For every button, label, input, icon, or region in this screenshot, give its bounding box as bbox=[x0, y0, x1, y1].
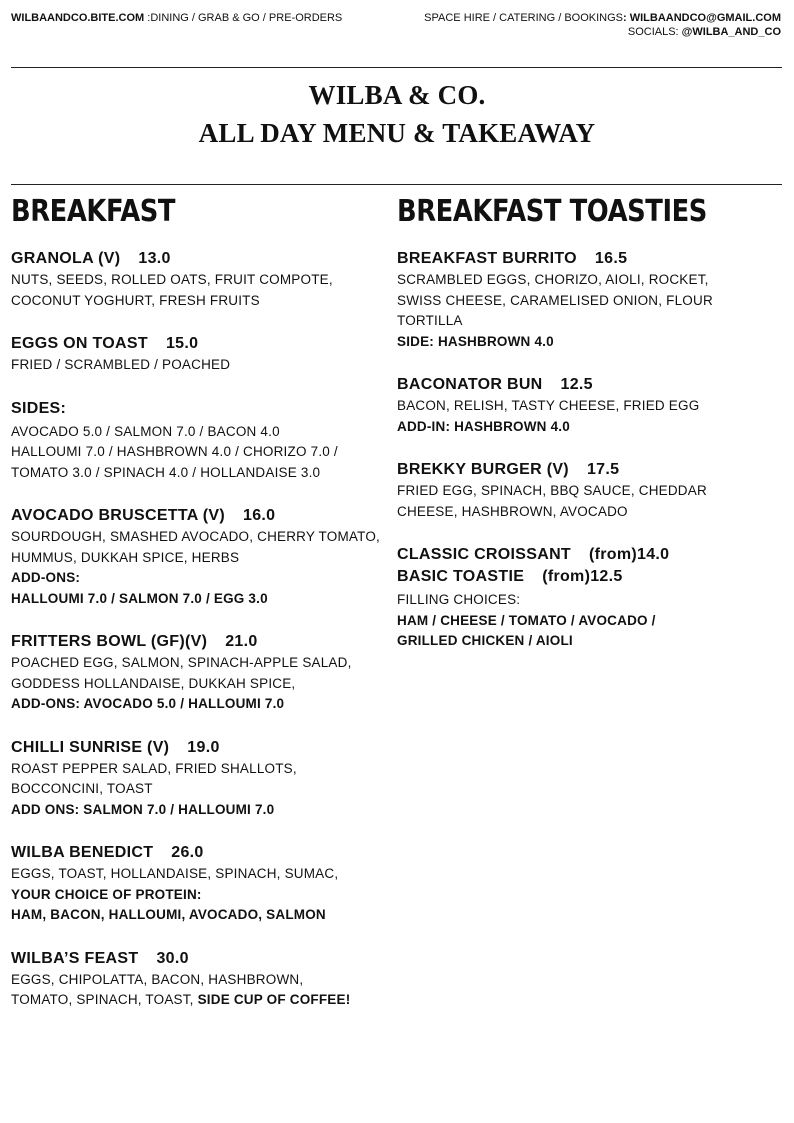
email-link[interactable]: : WILBAANDCO@GMAIL.COM bbox=[623, 12, 781, 24]
item-description: FRIED / SCRAMBLED / POACHED bbox=[11, 357, 231, 372]
title-divider bbox=[11, 184, 782, 185]
item-title bbox=[11, 505, 386, 527]
item-name: BREAKFAST BURRITO bbox=[397, 250, 577, 267]
item-description: SCRAMBLED EGGS, CHORIZO, AIOLI, ROCKET, SWISS CHEESE, CARAMELISED ONION, FLOUR TORTILLA bbox=[397, 272, 713, 328]
breakfast-column bbox=[11, 194, 386, 1033]
item-title bbox=[397, 374, 767, 396]
menu-item-sides bbox=[11, 398, 386, 484]
item-title bbox=[397, 459, 767, 481]
item-title bbox=[11, 248, 386, 270]
addons-label: ADD-ONS: bbox=[11, 570, 81, 585]
item-description bbox=[11, 970, 351, 1011]
item-price: 16.5 bbox=[594, 250, 628, 267]
toasties-column bbox=[397, 194, 767, 674]
menu-item-breakfast-burrito bbox=[397, 248, 767, 352]
item-name: WILBA BENEDICT bbox=[11, 844, 154, 861]
item-name: BASIC TOASTIE bbox=[397, 568, 525, 585]
menu-item-chilli-sunrise bbox=[11, 737, 386, 821]
hire-label: SPACE HIRE / CATERING / BOOKINGS bbox=[424, 12, 624, 24]
addons-list: HALLOUMI 7.0 / SALMON 7.0 / EGG 3.0 bbox=[11, 590, 268, 606]
feast-description: EGGS, CHIPOLATTA, BACON, HASHBROWN, TOMATO, SPINACH, TOAST, bbox=[11, 971, 304, 1007]
item-title bbox=[397, 248, 767, 270]
filling-label: FILLING CHOICES: bbox=[397, 592, 521, 607]
menu-item-brekky-burger bbox=[397, 459, 767, 522]
item-title bbox=[11, 948, 386, 970]
header-left bbox=[11, 11, 342, 25]
menu-item-avocado-bruscetta bbox=[11, 505, 386, 609]
side-option: SIDE: HASHBROWN 4.0 bbox=[397, 333, 554, 349]
item-name: FRITTERS BOWL (GF)(V) bbox=[11, 633, 208, 650]
header-right bbox=[424, 11, 781, 39]
item-description: BACON, RELISH, TASTY CHEESE, FRIED EGG bbox=[397, 398, 700, 413]
item-price: 19.0 bbox=[187, 738, 220, 756]
item-description: SOURDOUGH, SMASHED AVOCADO, CHERRY TOMATO, HUMMUS, DUKKAH SPICE, HERBS bbox=[11, 529, 380, 565]
menu-title-line1: WILBA & CO. bbox=[308, 80, 486, 110]
item-description: EGGS, TOAST, HOLLANDAISE, SPINACH, SUMAC, bbox=[11, 866, 339, 881]
menu-item-wilba-benedict bbox=[11, 842, 386, 926]
item-description: FRIED EGG, SPINACH, BBQ SAUCE, CHEDDAR CHEESE, HASHBROWN, AVOCADO bbox=[397, 483, 707, 519]
toasties-heading: BREAKFAST TOASTIES bbox=[397, 194, 707, 229]
socials-line bbox=[424, 25, 781, 39]
menu-item-baconator-bun bbox=[397, 374, 767, 437]
item-name: CHILLI SUNRISE (V) bbox=[11, 738, 170, 756]
item-price: 12.5 bbox=[560, 376, 593, 393]
item-name: CLASSIC CROISSANT bbox=[397, 546, 571, 563]
item-name: AVOCADO BRUSCETTA (V) bbox=[11, 507, 225, 524]
contact-line bbox=[424, 11, 781, 25]
item-title bbox=[11, 333, 386, 355]
menu-item-croissant-toastie bbox=[397, 544, 767, 652]
item-price: (from)12.5 bbox=[542, 568, 623, 585]
item-description: AVOCADO 5.0 / SALMON 7.0 / BACON 4.0 HALLOUMI 7.0 / HASHBROWN 4.0 / CHORIZO 7.0 / TOMATO 3.0 / SPINACH 4.0 / HOLLANDAISE 3.0 bbox=[11, 423, 338, 480]
feast-coffee-note: SIDE CUP OF COFFEE! bbox=[197, 992, 351, 1007]
item-name: GRANOLA (V) bbox=[11, 250, 121, 267]
item-description: POACHED EGG, SALMON, SPINACH-APPLE SALAD, GODDESS HOLLANDAISE, DUKKAH SPICE, bbox=[11, 655, 352, 691]
addons-list: ADD-ONS: AVOCADO 5.0 / HALLOUMI 7.0 bbox=[11, 696, 285, 711]
menu-item-fritters-bowl bbox=[11, 631, 386, 715]
filling-choices: HAM / CHEESE / TOMATO / AVOCADO / GRILLED CHICKEN / AIOLI bbox=[397, 612, 656, 648]
item-price: 30.0 bbox=[156, 949, 189, 967]
addons-list: ADD ONS: SALMON 7.0 / HALLOUMI 7.0 bbox=[11, 801, 275, 817]
item-price: 26.0 bbox=[171, 844, 204, 861]
item-description: ROAST PEPPER SALAD, FRIED SHALLOTS, BOCCONCINI, TOAST bbox=[11, 760, 297, 796]
item-title bbox=[11, 631, 386, 653]
top-divider bbox=[11, 67, 782, 68]
socials-label: SOCIALS: bbox=[627, 26, 682, 38]
item-name: SIDES: bbox=[11, 399, 67, 417]
item-title bbox=[11, 842, 386, 864]
item-name: BACONATOR BUN bbox=[397, 376, 543, 393]
protein-label: YOUR CHOICE OF PROTEIN: bbox=[11, 886, 202, 902]
item-description: NUTS, SEEDS, ROLLED OATS, FRUIT COMPOTE, COCONUT YOGHURT, FRESH FRUITS bbox=[11, 272, 333, 308]
menu-item-granola bbox=[11, 248, 386, 311]
menu-item-eggs-on-toast bbox=[11, 333, 386, 376]
item-name: WILBA’S FEAST bbox=[11, 949, 139, 967]
services-text: :DINING / GRAB & GO / PRE-ORDERS bbox=[147, 12, 343, 24]
menu-item-wilbas-feast bbox=[11, 948, 386, 1011]
item-price: 15.0 bbox=[165, 335, 199, 352]
item-price: 21.0 bbox=[225, 633, 258, 650]
item-price: 17.5 bbox=[586, 461, 620, 478]
protein-list: HAM, BACON, HALLOUMI, AVOCADO, SALMON bbox=[11, 907, 326, 922]
addin-option: ADD-IN: HASHBROWN 4.0 bbox=[397, 418, 570, 434]
item-name: BREKKY BURGER (V) bbox=[397, 461, 569, 478]
item-price: 16.0 bbox=[243, 507, 276, 524]
croissant-title bbox=[397, 544, 767, 566]
menu-title-line2: ALL DAY MENU & TAKEAWAY bbox=[198, 118, 596, 148]
basic-toastie-title bbox=[397, 566, 767, 588]
item-price: 13.0 bbox=[138, 250, 171, 267]
breakfast-heading: BREAKFAST bbox=[11, 194, 176, 229]
website-link[interactable]: WILBAANDCO.BITE.COM bbox=[11, 12, 145, 24]
item-name: EGGS ON TOAST bbox=[11, 335, 148, 352]
item-price: (from)14.0 bbox=[589, 546, 670, 563]
item-title bbox=[11, 737, 386, 759]
socials-handle[interactable]: @WILBA_AND_CO bbox=[681, 26, 781, 38]
